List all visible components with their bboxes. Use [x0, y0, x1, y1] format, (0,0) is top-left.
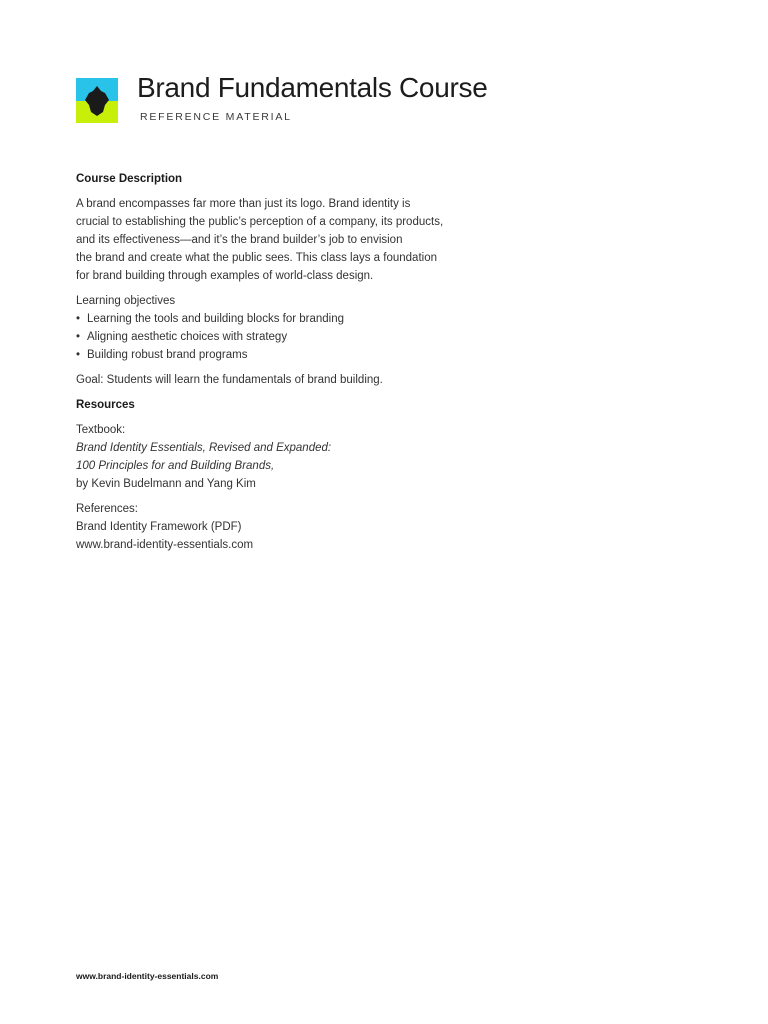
learning-objectives — [76, 292, 496, 364]
objective-text: Aligning aesthetic choices with strategy — [87, 331, 288, 343]
course-description-heading: Course Description — [76, 173, 183, 185]
list-item — [76, 346, 496, 364]
objectives-list — [76, 310, 496, 364]
description-line: crucial to establishing the public’s perception of a company, its products, — [76, 216, 444, 228]
objective-text: Building robust brand programs — [87, 349, 248, 361]
reference-item: www.brand-identity-essentials.com — [76, 539, 254, 551]
description-line: for brand building through examples of world-class design. — [76, 270, 374, 282]
textbook-title: 100 Principles for and Building Brands, — [76, 460, 275, 472]
objective-text: Learning the tools and building blocks for branding — [87, 313, 345, 325]
list-item — [76, 328, 496, 346]
description-line: the brand and create what the public sees. This class lays a foundation — [76, 252, 437, 264]
description-line: A brand encompasses far more than just its logo. Brand identity is — [76, 198, 411, 210]
bullet-icon: • — [76, 349, 81, 361]
textbook-title: Brand Identity Essentials, Revised and Expanded: — [76, 442, 332, 454]
course-goal: Goal: Students will learn the fundamentals of brand building. — [76, 374, 383, 386]
description-line: and its effectiveness—and it’s the brand builder’s job to envision — [76, 234, 403, 246]
iceberg-logo-icon — [76, 78, 118, 123]
iceberg-icon — [76, 78, 118, 123]
bullet-icon: • — [76, 313, 81, 325]
references-block — [76, 500, 496, 554]
list-item — [76, 310, 496, 328]
textbook-label: Textbook: — [76, 424, 126, 436]
page-title: Brand Fundamentals Course — [137, 72, 488, 103]
footer-url: www.brand-identity-essentials.com — [76, 971, 219, 981]
page-subtitle: REFERENCE MATERIAL — [140, 111, 292, 123]
textbook-block — [76, 421, 496, 493]
references-label: References: — [76, 503, 139, 515]
course-description-section — [76, 170, 496, 389]
textbook-authors: by Kevin Budelmann and Yang Kim — [76, 478, 256, 490]
main-content — [76, 170, 496, 561]
bullet-icon: • — [76, 331, 81, 343]
course-description-text — [76, 195, 496, 285]
resources-heading: Resources — [76, 399, 135, 411]
reference-item: Brand Identity Framework (PDF) — [76, 521, 242, 533]
learning-objectives-label: Learning objectives — [76, 295, 176, 307]
resources-section — [76, 396, 496, 554]
